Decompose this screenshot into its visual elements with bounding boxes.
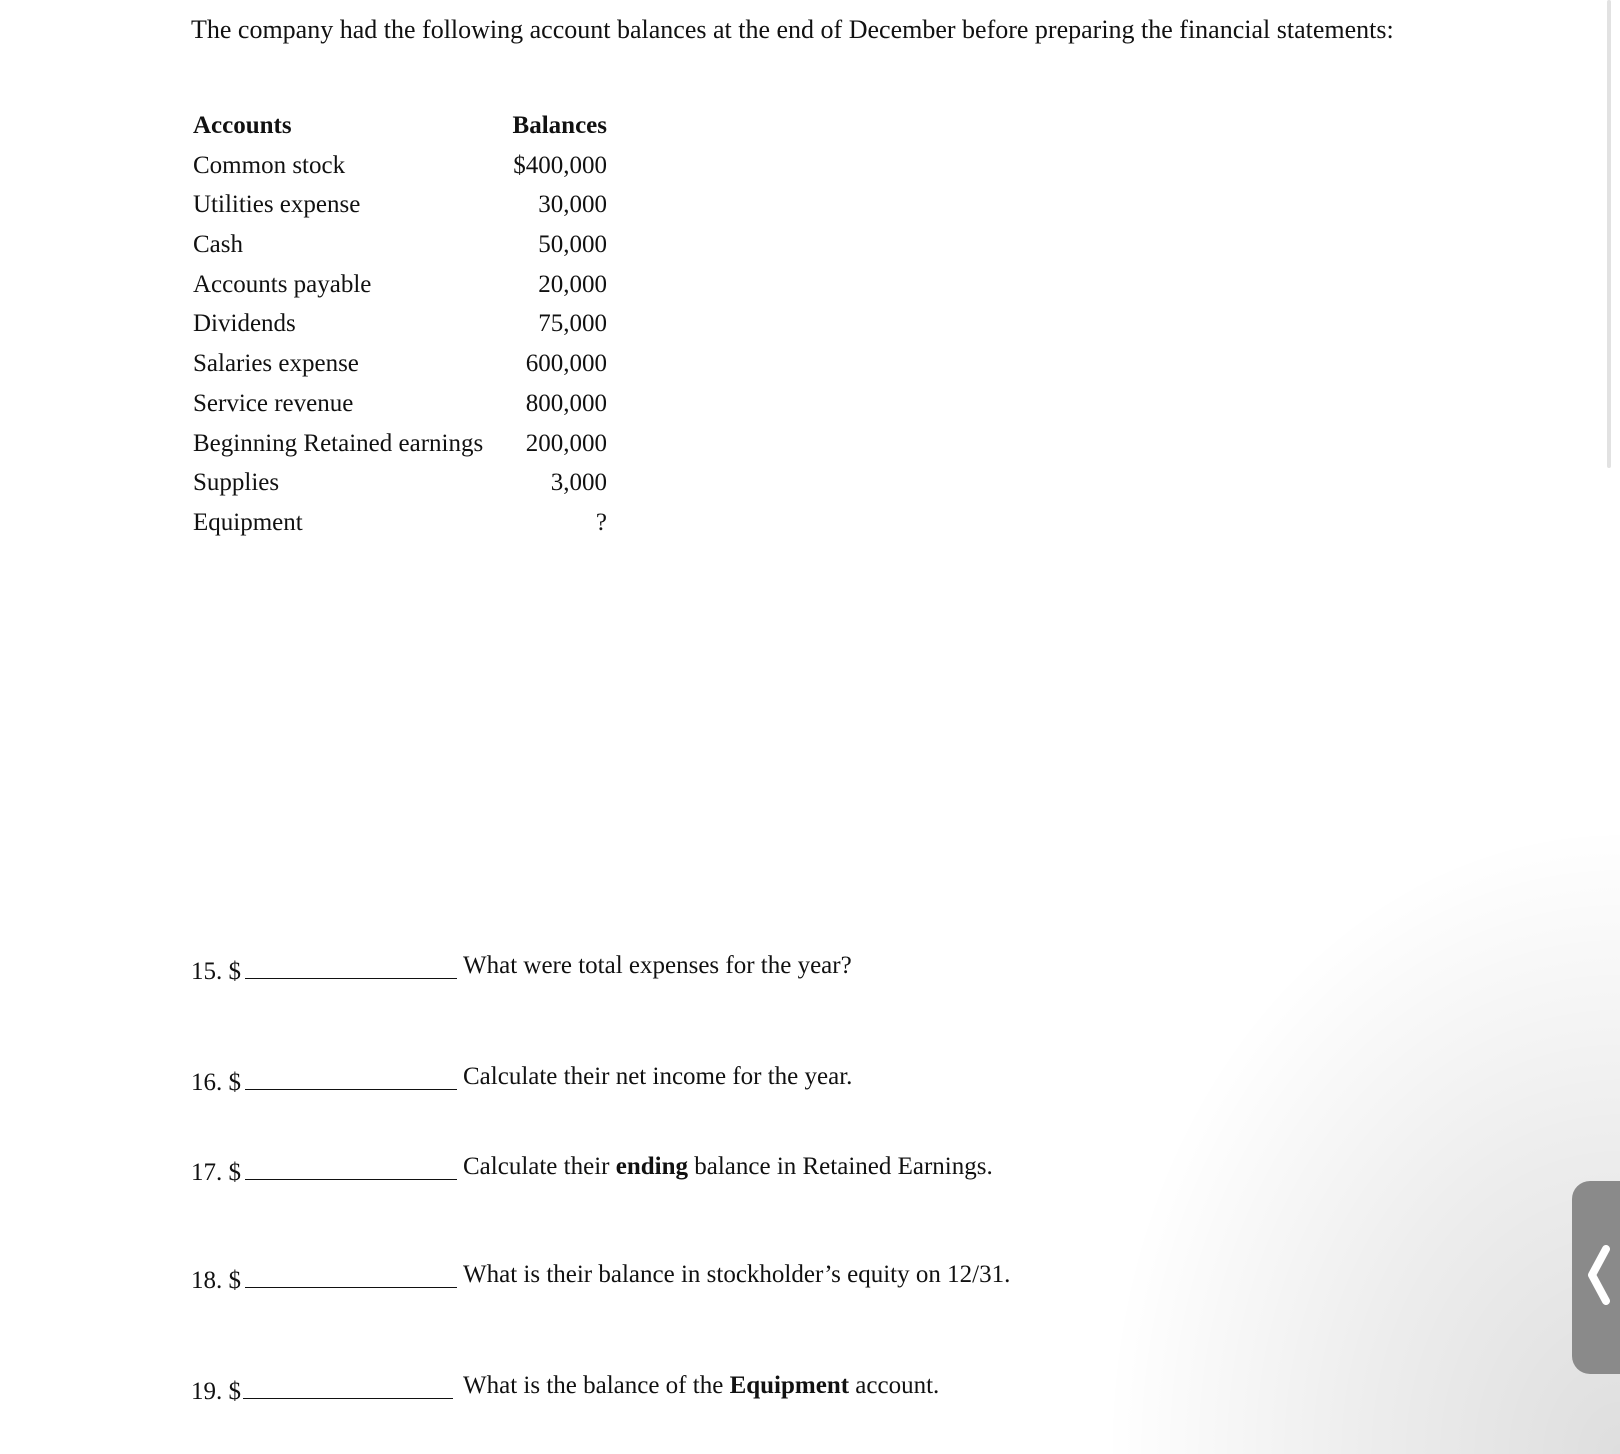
page-shadow — [1100, 820, 1620, 1454]
account-balance: 3,000 — [550, 469, 607, 497]
question-19 — [191, 1372, 940, 1406]
account-balance: 800,000 — [525, 389, 607, 417]
account-name: Salaries expense — [193, 350, 359, 378]
header-balances: Balances — [512, 112, 607, 139]
question-text-part: balance in Retained Earnings. — [687, 1153, 993, 1180]
question-text — [463, 1372, 939, 1400]
header-accounts: Accounts — [193, 112, 292, 139]
question-16 — [191, 1063, 853, 1097]
intro-text: The company had the following account balances at the end of December before preparing the financial statements: — [191, 15, 1394, 44]
answer-blank[interactable] — [245, 952, 457, 979]
question-text-part: account. — [849, 1372, 940, 1399]
question-text-part: Calculate their net income for the year. — [463, 1063, 853, 1090]
question-number: 19. $ — [191, 1378, 241, 1405]
table-row — [193, 304, 607, 344]
account-balance: 20,000 — [538, 270, 607, 298]
question-text-part: What is the balance of the — [463, 1372, 730, 1399]
account-name: Service revenue — [193, 389, 354, 417]
question-17 — [191, 1153, 993, 1187]
table-row — [193, 463, 607, 503]
account-balance: 600,000 — [525, 350, 607, 378]
account-balance: 30,000 — [538, 191, 607, 219]
question-15 — [191, 952, 852, 986]
account-name: Utilities expense — [193, 191, 361, 219]
question-18 — [191, 1261, 1011, 1295]
account-balances-table — [193, 106, 607, 543]
chevron-left-icon — [1582, 1245, 1612, 1305]
question-text — [463, 1063, 852, 1091]
question-text-part: What is their balance in stockholder’s equity on 12/31. — [463, 1261, 1011, 1288]
question-number: 17. $ — [191, 1159, 241, 1186]
answer-blank[interactable] — [245, 1063, 457, 1090]
question-text — [463, 1261, 1010, 1289]
question-text — [463, 1153, 993, 1181]
table-header — [193, 106, 607, 146]
account-name: Equipment — [193, 508, 303, 536]
table-row — [193, 424, 607, 464]
account-name: Common stock — [193, 151, 346, 179]
account-name: Beginning Retained earnings — [193, 429, 484, 457]
question-text-part: What were total expenses for the year? — [463, 952, 852, 979]
question-number: 16. $ — [191, 1069, 241, 1096]
table-row — [193, 503, 607, 543]
table-row — [193, 185, 607, 225]
account-balance: ? — [595, 508, 607, 536]
account-name: Cash — [193, 231, 243, 259]
answer-blank[interactable] — [245, 1261, 457, 1288]
account-name: Accounts payable — [193, 270, 372, 298]
question-number: 15. $ — [191, 958, 241, 985]
account-balance: 50,000 — [538, 231, 607, 259]
question-text-part: Calculate their — [463, 1153, 616, 1180]
answer-blank[interactable] — [245, 1153, 457, 1180]
account-balance: 75,000 — [538, 310, 607, 338]
question-text-bold: ending — [615, 1153, 688, 1180]
scrollbar[interactable] — [1607, 0, 1611, 468]
account-balance: 200,000 — [525, 429, 607, 457]
answer-blank[interactable] — [243, 1372, 453, 1399]
account-name: Supplies — [193, 469, 280, 497]
table-row — [193, 265, 607, 305]
table-row — [193, 344, 607, 384]
question-text — [463, 952, 852, 980]
table-row — [193, 146, 607, 186]
question-text-bold: Equipment — [729, 1372, 850, 1399]
account-name: Dividends — [193, 310, 296, 338]
side-panel-toggle[interactable] — [1572, 1181, 1620, 1374]
question-number: 18. $ — [191, 1267, 241, 1294]
table-row — [193, 225, 607, 265]
account-balance: $400,000 — [513, 151, 607, 179]
table-row — [193, 384, 607, 424]
